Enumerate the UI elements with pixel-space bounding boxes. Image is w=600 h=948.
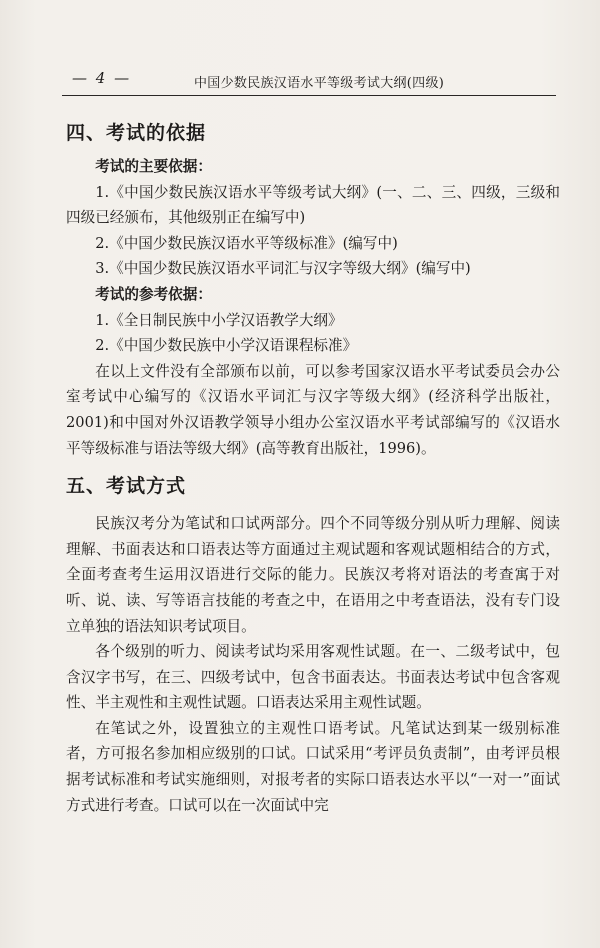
reference-basis-item-1: 1.《全日制民族中小学汉语教学大纲》 xyxy=(95,311,343,329)
basis-paragraph: 在以上文件没有全部颁布以前，可以参考国家汉语水平考试委员会办公室考试中心编写的《汉语水平词汇与汉字等级大纲》(经济科学出版社，2001)和中国对外汉语教学领导小组办公室汉语水平考试部编写的《汉语水平等级标准与语法等级大纲》(高等教育出版社，1996)。 xyxy=(66,362,560,457)
method-paragraph-2: 各个级别的听力、阅读考试均采用客观性试题。在一、二级考试中，包含汉字书写，在三、四级考试中，包含书面表达。书面表达考试中包含客观性、半主观性和主观性试题。口语表达采用主观性试题。 xyxy=(66,643,560,712)
page-header xyxy=(62,62,556,92)
main-basis-label: 考试的主要依据： xyxy=(95,158,212,175)
reference-basis-item-2: 2.《中国少数民族中小学汉语课程标准》 xyxy=(95,337,358,355)
method-paragraph-1: 民族汉考分为笔试和口试两部分。四个不同等级分别从听力理解、阅读理解、书面表达和口语表达等方面通过主观试题和客观试题相结合的方式，全面考查考生运用汉语进行交际的能力。民族汉考将对语法的考查寓于对听、说、读、写等语言技能的考查之中，在语用之中考查语法，没有专门设立单独的语法知识考试项目。 xyxy=(66,515,560,635)
method-paragraph-3: 在笔试之外，设置独立的主观性口语考试。凡笔试达到某一级别标准者，方可报名参加相应级别的口试。口试采用“考评员负责制”，由考评员根据考试标准和考试实施细则，对报考者的实际口语表达水平以“一对一”面试方式进行考查。口试可以在一次面试中完 xyxy=(66,719,560,814)
running-title: 中国少数民族汉语水平等级考试大纲(四级) xyxy=(194,76,445,91)
page-number: — 4 — xyxy=(72,69,132,87)
main-basis-item-1: 1.《中国少数民族汉语水平等级考试大纲》(一、二、三、四级，三级和四级已经颁布，其他级别正在编写中) xyxy=(66,183,560,227)
main-basis-item-2: 2.《中国少数民族汉语水平等级标准》(编写中) xyxy=(95,234,398,252)
section-heading-method: 五、考试方式 xyxy=(66,475,187,498)
main-basis-item-3: 3.《中国少数民族汉语水平词汇与汉字等级大纲》(编写中) xyxy=(95,260,471,278)
header-rule xyxy=(62,95,556,96)
reference-basis-label: 考试的参考依据： xyxy=(95,285,212,303)
section-heading-basis: 四、考试的依据 xyxy=(66,122,207,144)
page-body xyxy=(66,118,560,818)
